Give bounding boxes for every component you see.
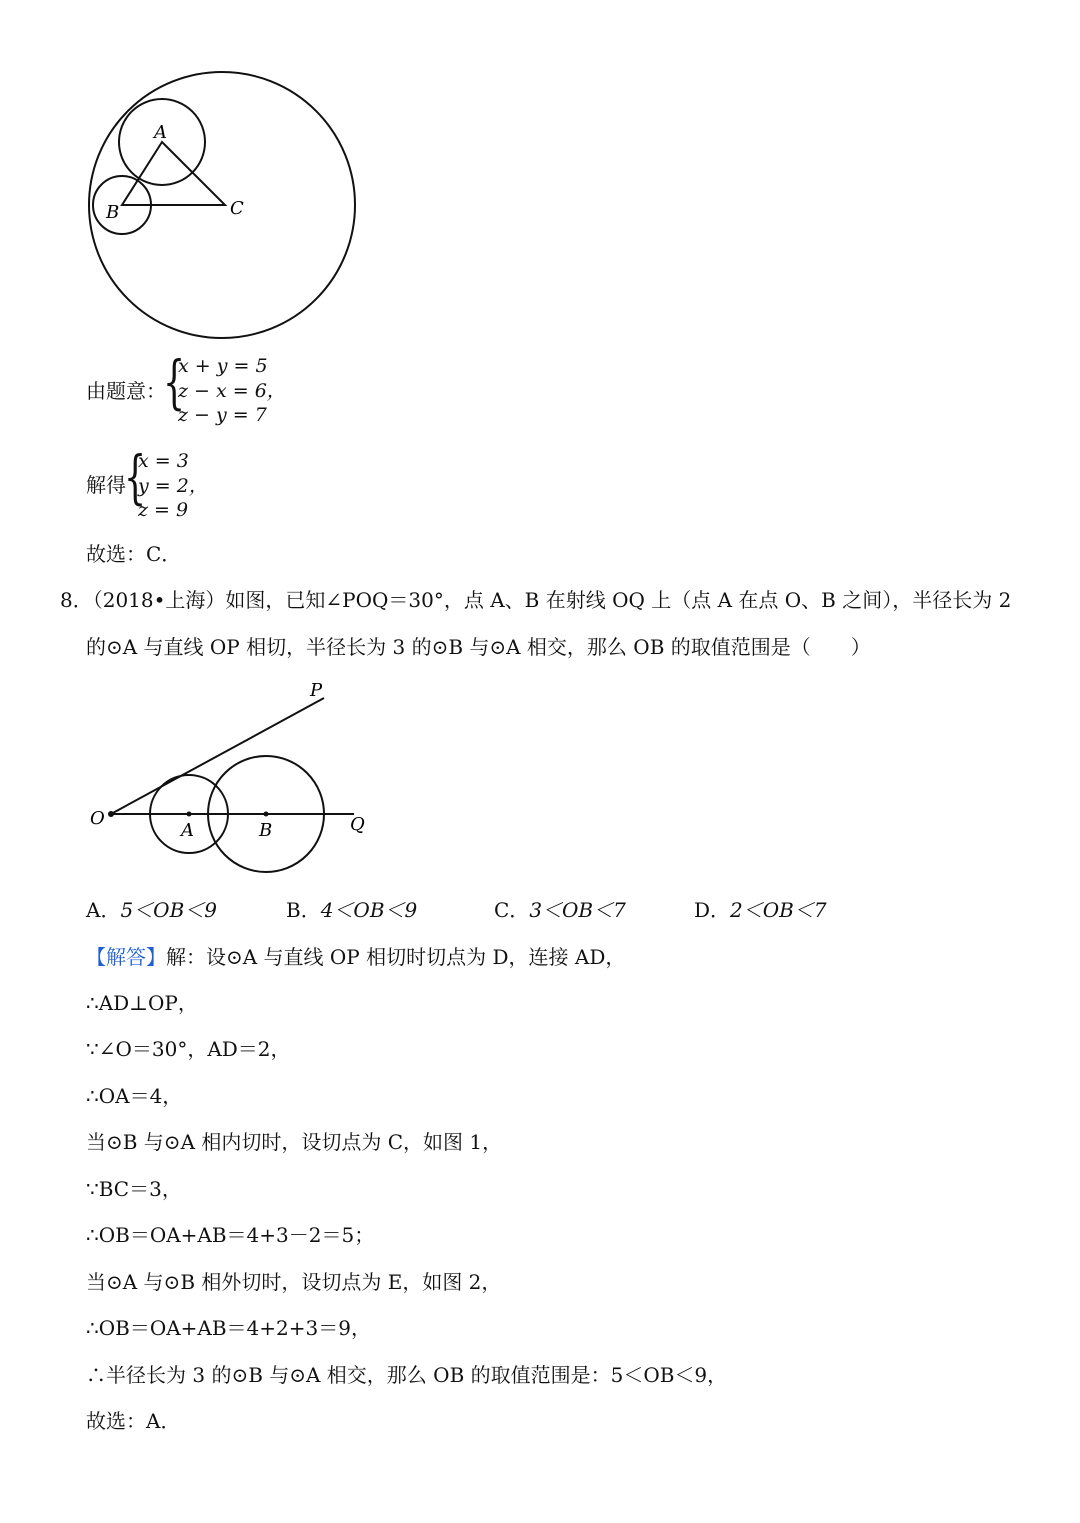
problem8-line1: 8．（2018•上海）如图，已知∠POQ＝30°，点 A、B 在射线 OQ 上（点 A 在点 O、B 之间），半径长为 2: [60, 588, 1012, 612]
solution-line-10: ∴半径长为 3 的⊙B 与⊙A 相交，那么 OB 的取值范围是：5＜OB＜9，: [86, 1363, 728, 1387]
option-c-letter: C．: [494, 898, 530, 922]
triangle-abc: [122, 142, 225, 205]
brace-2: {: [124, 443, 147, 511]
option-d-letter: D．: [694, 898, 731, 922]
solution-line-7: ∴OB＝OA+AB＝4+3－2＝5；: [86, 1223, 375, 1247]
ray-op: [111, 698, 324, 814]
point-a: [187, 812, 192, 817]
system1-eq1: x + y = 5: [178, 355, 268, 377]
figure-tangent-circles: [84, 672, 384, 882]
label-p: P: [310, 680, 323, 701]
answer-line-1: 故选：C．: [86, 542, 182, 566]
label-q: Q: [350, 814, 365, 835]
solution-line-1: [86, 943, 625, 971]
solution-line-5: 当⊙B 与⊙A 相内切时，设切点为 C，如图 1，: [86, 1130, 503, 1154]
system1-eq2: z − x = 6，: [178, 380, 286, 402]
solution-tag: 【解答】: [86, 945, 166, 969]
option-d[interactable]: [694, 896, 827, 924]
option-a[interactable]: [86, 896, 217, 924]
option-c[interactable]: [494, 896, 626, 924]
option-c-text: 3＜OB＜7: [529, 898, 626, 922]
label-o: O: [90, 808, 105, 829]
system2-eq1: x = 3: [138, 450, 189, 472]
solution-line-9: ∴OB＝OA+AB＝4+2+3＝9，: [86, 1316, 371, 1340]
option-b-text: 4＜OB＜9: [320, 898, 418, 922]
solution-line-3: ∵∠O＝30°，AD＝2，: [86, 1037, 291, 1061]
point-o: [108, 811, 114, 817]
problem8-line2: 的⊙A 与直线 OP 相切，半径长为 3 的⊙B 与⊙A 相交，那么 OB 的取值范围是（ ）: [86, 635, 871, 659]
point-b: [264, 812, 269, 817]
option-a-text: 5＜OB＜9: [120, 898, 217, 922]
label-a: A: [154, 122, 167, 143]
solution-line-11: 故选：A．: [86, 1409, 181, 1433]
label-c: C: [230, 198, 244, 219]
label-b: B: [106, 202, 120, 223]
system1-eq3: z − y = 7: [178, 404, 267, 426]
system2-eq3: z = 9: [138, 499, 189, 521]
label-b: B: [259, 820, 273, 841]
brace-1: {: [163, 348, 186, 416]
option-a-letter: A．: [86, 898, 121, 922]
solution-line-6: ∵BC＝3，: [86, 1177, 182, 1201]
solution-line-2: ∴AD⊥OP，: [86, 991, 198, 1015]
solution-line-8: 当⊙A 与⊙B 相外切时，设切点为 E，如图 2，: [86, 1270, 502, 1294]
system1-prefix: 由题意：: [86, 379, 166, 403]
system2-prefix: 解得: [86, 473, 126, 497]
option-b[interactable]: [286, 896, 417, 924]
option-b-letter: B．: [286, 898, 321, 922]
label-a: A: [181, 820, 194, 841]
solution-line-1-text: 解：设⊙A 与直线 OP 相切时切点为 D，连接 AD，: [166, 945, 626, 969]
option-d-text: 2＜OB＜7: [730, 898, 827, 922]
solution-line-4: ∴OA＝4，: [86, 1084, 183, 1108]
system2-eq2: y = 2，: [138, 475, 208, 497]
figure-circles-triangle: [80, 60, 370, 350]
